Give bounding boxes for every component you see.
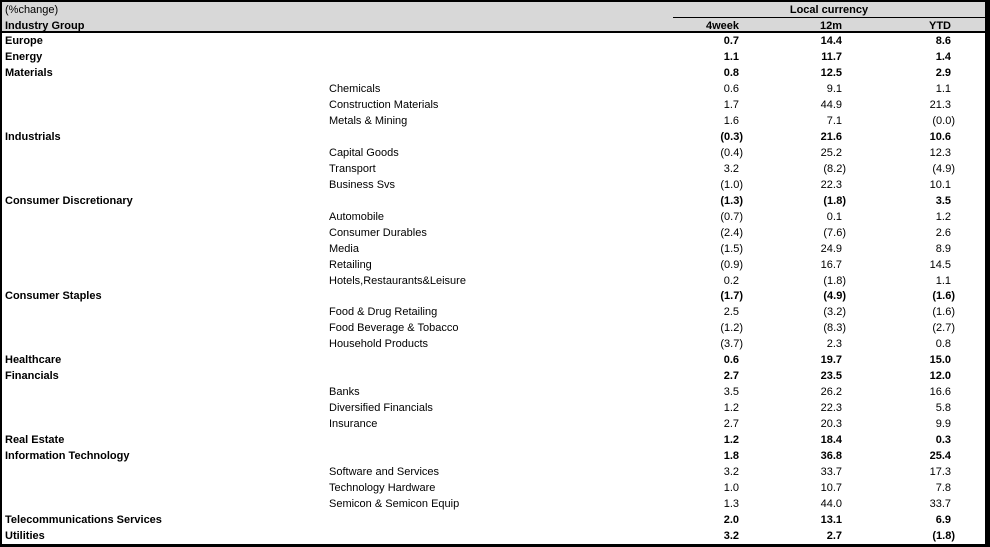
value-4week: 0.8 — [723, 66, 739, 79]
value-4week: 2.7 — [723, 418, 739, 431]
value-12m: (8.2) — [823, 162, 846, 175]
value-ytd: 7.8 — [935, 482, 951, 495]
row-label: Diversified Financials — [329, 402, 433, 415]
row-label: Semicon & Semicon Equip — [329, 498, 460, 511]
row-label: Consumer Staples — [5, 290, 102, 303]
value-ytd: 17.3 — [929, 466, 951, 479]
value-12m: 14.4 — [820, 34, 842, 47]
value-4week: 1.8 — [723, 450, 739, 463]
value-4week: (1.2) — [720, 322, 743, 335]
row-label: Information Technology — [5, 450, 130, 463]
value-12m: 13.1 — [820, 514, 842, 527]
row-label: Consumer Durables — [329, 226, 427, 239]
table-row — [2, 65, 985, 81]
table-row — [2, 432, 985, 448]
value-ytd: 16.6 — [929, 386, 951, 399]
value-4week: (0.9) — [720, 258, 743, 271]
value-12m: 25.2 — [820, 146, 842, 159]
value-12m: 18.4 — [820, 434, 842, 447]
row-label: Energy — [5, 50, 43, 63]
table-row — [2, 49, 985, 65]
row-label: Consumer Discretionary — [5, 194, 133, 207]
value-4week: 2.5 — [723, 306, 739, 319]
header-row-columns — [2, 18, 985, 33]
table-row — [2, 81, 985, 97]
row-label: Utilities — [5, 530, 45, 543]
value-12m: 11.7 — [821, 50, 842, 63]
table-header — [2, 2, 985, 33]
value-4week: 2.0 — [723, 514, 739, 527]
value-ytd: 12.3 — [929, 146, 951, 159]
table-row — [2, 304, 985, 320]
row-label: Automobile — [329, 210, 385, 223]
value-12m: (7.6) — [823, 226, 846, 239]
value-ytd: 8.6 — [935, 34, 951, 47]
row-label: Materials — [5, 66, 53, 79]
value-4week: 1.1 — [723, 50, 739, 63]
value-ytd: (1.6) — [932, 306, 955, 319]
value-ytd: 3.5 — [935, 194, 951, 207]
value-ytd: 1.1 — [935, 274, 951, 287]
value-12m: (8.3) — [823, 322, 846, 335]
row-label: Hotels,Restaurants&Leisure — [329, 274, 466, 287]
table-row — [2, 113, 985, 129]
value-4week: (0.3) — [720, 130, 743, 143]
value-ytd: (4.9) — [932, 162, 955, 175]
table-row — [2, 209, 985, 225]
value-4week: 3.2 — [723, 162, 739, 175]
value-4week: (2.4) — [720, 226, 743, 239]
table-row — [2, 336, 985, 352]
table-row — [2, 241, 985, 257]
value-12m: 0.1 — [826, 210, 842, 223]
table-row — [2, 273, 985, 289]
value-12m: 44.9 — [820, 98, 842, 111]
value-ytd: 12.0 — [929, 370, 951, 383]
value-ytd: (1.6) — [932, 290, 955, 303]
value-12m: 20.3 — [820, 418, 842, 431]
row-label: Software and Services — [329, 466, 440, 479]
table-row — [2, 416, 985, 432]
row-label: Retailing — [329, 258, 372, 271]
value-4week: 3.2 — [723, 530, 739, 543]
value-ytd: (1.8) — [932, 530, 955, 543]
value-ytd: 9.9 — [935, 418, 951, 431]
table-row — [2, 33, 985, 49]
value-12m: (1.8) — [823, 194, 846, 207]
table-row — [2, 257, 985, 273]
row-label: Food Beverage & Tobacco — [329, 322, 459, 335]
value-ytd: 21.3 — [929, 98, 951, 111]
row-label: Industrials — [5, 130, 61, 143]
row-label: Household Products — [329, 338, 429, 351]
table-row — [2, 528, 985, 544]
table-row — [2, 512, 985, 528]
value-ytd: 0.8 — [935, 338, 951, 351]
value-12m: 22.3 — [820, 402, 842, 415]
value-ytd: 25.4 — [929, 450, 951, 463]
table-row — [2, 289, 985, 305]
column-header-ytd: YTD — [929, 19, 951, 32]
row-label: Insurance — [329, 418, 378, 431]
value-12m: 2.3 — [826, 338, 842, 351]
table-row — [2, 193, 985, 209]
value-ytd: 33.7 — [929, 498, 951, 511]
row-label: Financials — [5, 370, 59, 383]
value-4week: 1.2 — [723, 434, 739, 447]
value-12m: 21.6 — [820, 130, 842, 143]
row-label: Technology Hardware — [329, 482, 436, 495]
table-row — [2, 177, 985, 193]
row-label: Healthcare — [5, 354, 62, 367]
value-12m: 33.7 — [820, 466, 842, 479]
value-12m: 10.7 — [820, 482, 842, 495]
local-currency-label: Local currency — [789, 3, 869, 16]
value-4week: 2.7 — [723, 370, 739, 383]
table-row — [2, 384, 985, 400]
table-row — [2, 400, 985, 416]
value-12m: 26.2 — [820, 386, 842, 399]
value-12m: 36.8 — [820, 450, 842, 463]
value-4week: 3.2 — [723, 466, 739, 479]
row-label: Media — [329, 242, 359, 255]
value-4week: 1.7 — [723, 98, 739, 111]
table-body — [2, 33, 985, 544]
value-12m: 22.3 — [820, 178, 842, 191]
column-header-4week: 4week — [705, 19, 739, 32]
table-row — [2, 464, 985, 480]
value-ytd: (0.0) — [932, 114, 955, 127]
value-4week: (0.4) — [720, 146, 743, 159]
table-row — [2, 496, 985, 512]
value-12m: 12.5 — [820, 66, 842, 79]
value-4week: 0.6 — [723, 82, 739, 95]
value-4week: (0.7) — [720, 210, 743, 223]
value-4week: 1.3 — [723, 498, 739, 511]
value-4week: 3.5 — [723, 386, 739, 399]
value-ytd: 15.0 — [929, 354, 951, 367]
row-label: Food & Drug Retailing — [329, 306, 438, 319]
row-label: Construction Materials — [329, 98, 439, 111]
value-12m: 2.7 — [826, 530, 842, 543]
value-12m: (4.9) — [823, 290, 846, 303]
row-label: Banks — [329, 386, 360, 399]
value-4week: 0.6 — [723, 354, 739, 367]
value-ytd: 1.2 — [935, 210, 951, 223]
row-label: Chemicals — [329, 82, 381, 95]
value-12m: 9.1 — [826, 82, 842, 95]
table-row — [2, 352, 985, 368]
industry-group-column-header: Industry Group — [5, 19, 85, 32]
value-ytd: 10.6 — [929, 130, 951, 143]
row-label: Business Svs — [329, 178, 396, 191]
row-label: Real Estate — [5, 434, 65, 447]
value-ytd: 1.4 — [935, 50, 951, 63]
value-4week: (1.5) — [720, 242, 743, 255]
value-12m: (1.8) — [823, 274, 846, 287]
value-ytd: 14.5 — [929, 258, 951, 271]
value-12m: (3.2) — [823, 306, 846, 319]
value-12m: 24.9 — [820, 242, 842, 255]
value-4week: 1.2 — [723, 402, 739, 415]
value-4week: (1.3) — [720, 194, 743, 207]
value-4week: (1.0) — [720, 178, 743, 191]
table-row — [2, 448, 985, 464]
percent-change-label: (%change) — [5, 4, 59, 16]
value-4week: 1.0 — [723, 482, 739, 495]
value-12m: 7.1 — [826, 114, 842, 127]
table-row — [2, 320, 985, 336]
value-ytd: 8.9 — [935, 242, 951, 255]
row-label: Europe — [5, 34, 43, 47]
local-currency-group-header — [673, 2, 985, 18]
value-ytd: 10.1 — [929, 178, 951, 191]
column-header-12m: 12m — [819, 19, 842, 32]
value-12m: 44.0 — [820, 498, 842, 511]
value-4week: 0.7 — [723, 34, 739, 47]
value-12m: 19.7 — [820, 354, 842, 367]
value-12m: 23.5 — [820, 370, 842, 383]
value-ytd: (2.7) — [932, 322, 955, 335]
value-ytd: 2.6 — [935, 226, 951, 239]
table-row — [2, 97, 985, 113]
value-ytd: 1.1 — [935, 82, 951, 95]
value-ytd: 5.8 — [935, 402, 951, 415]
value-ytd: 2.9 — [935, 66, 951, 79]
table-row — [2, 145, 985, 161]
header-row-top — [2, 2, 985, 18]
table-row — [2, 161, 985, 177]
table-row — [2, 225, 985, 241]
value-ytd: 6.9 — [935, 514, 951, 527]
table-row — [2, 129, 985, 145]
value-4week: 1.6 — [723, 114, 739, 127]
row-label: Telecommunications Services — [5, 514, 162, 527]
value-ytd: 0.3 — [935, 434, 951, 447]
value-12m: 16.7 — [820, 258, 842, 271]
table-row — [2, 480, 985, 496]
value-4week: (1.7) — [720, 290, 743, 303]
row-label: Metals & Mining — [329, 114, 408, 127]
row-label: Capital Goods — [329, 146, 399, 159]
value-4week: (3.7) — [720, 338, 743, 351]
value-4week: 0.2 — [723, 274, 739, 287]
table-row — [2, 368, 985, 384]
row-label: Transport — [329, 162, 376, 175]
